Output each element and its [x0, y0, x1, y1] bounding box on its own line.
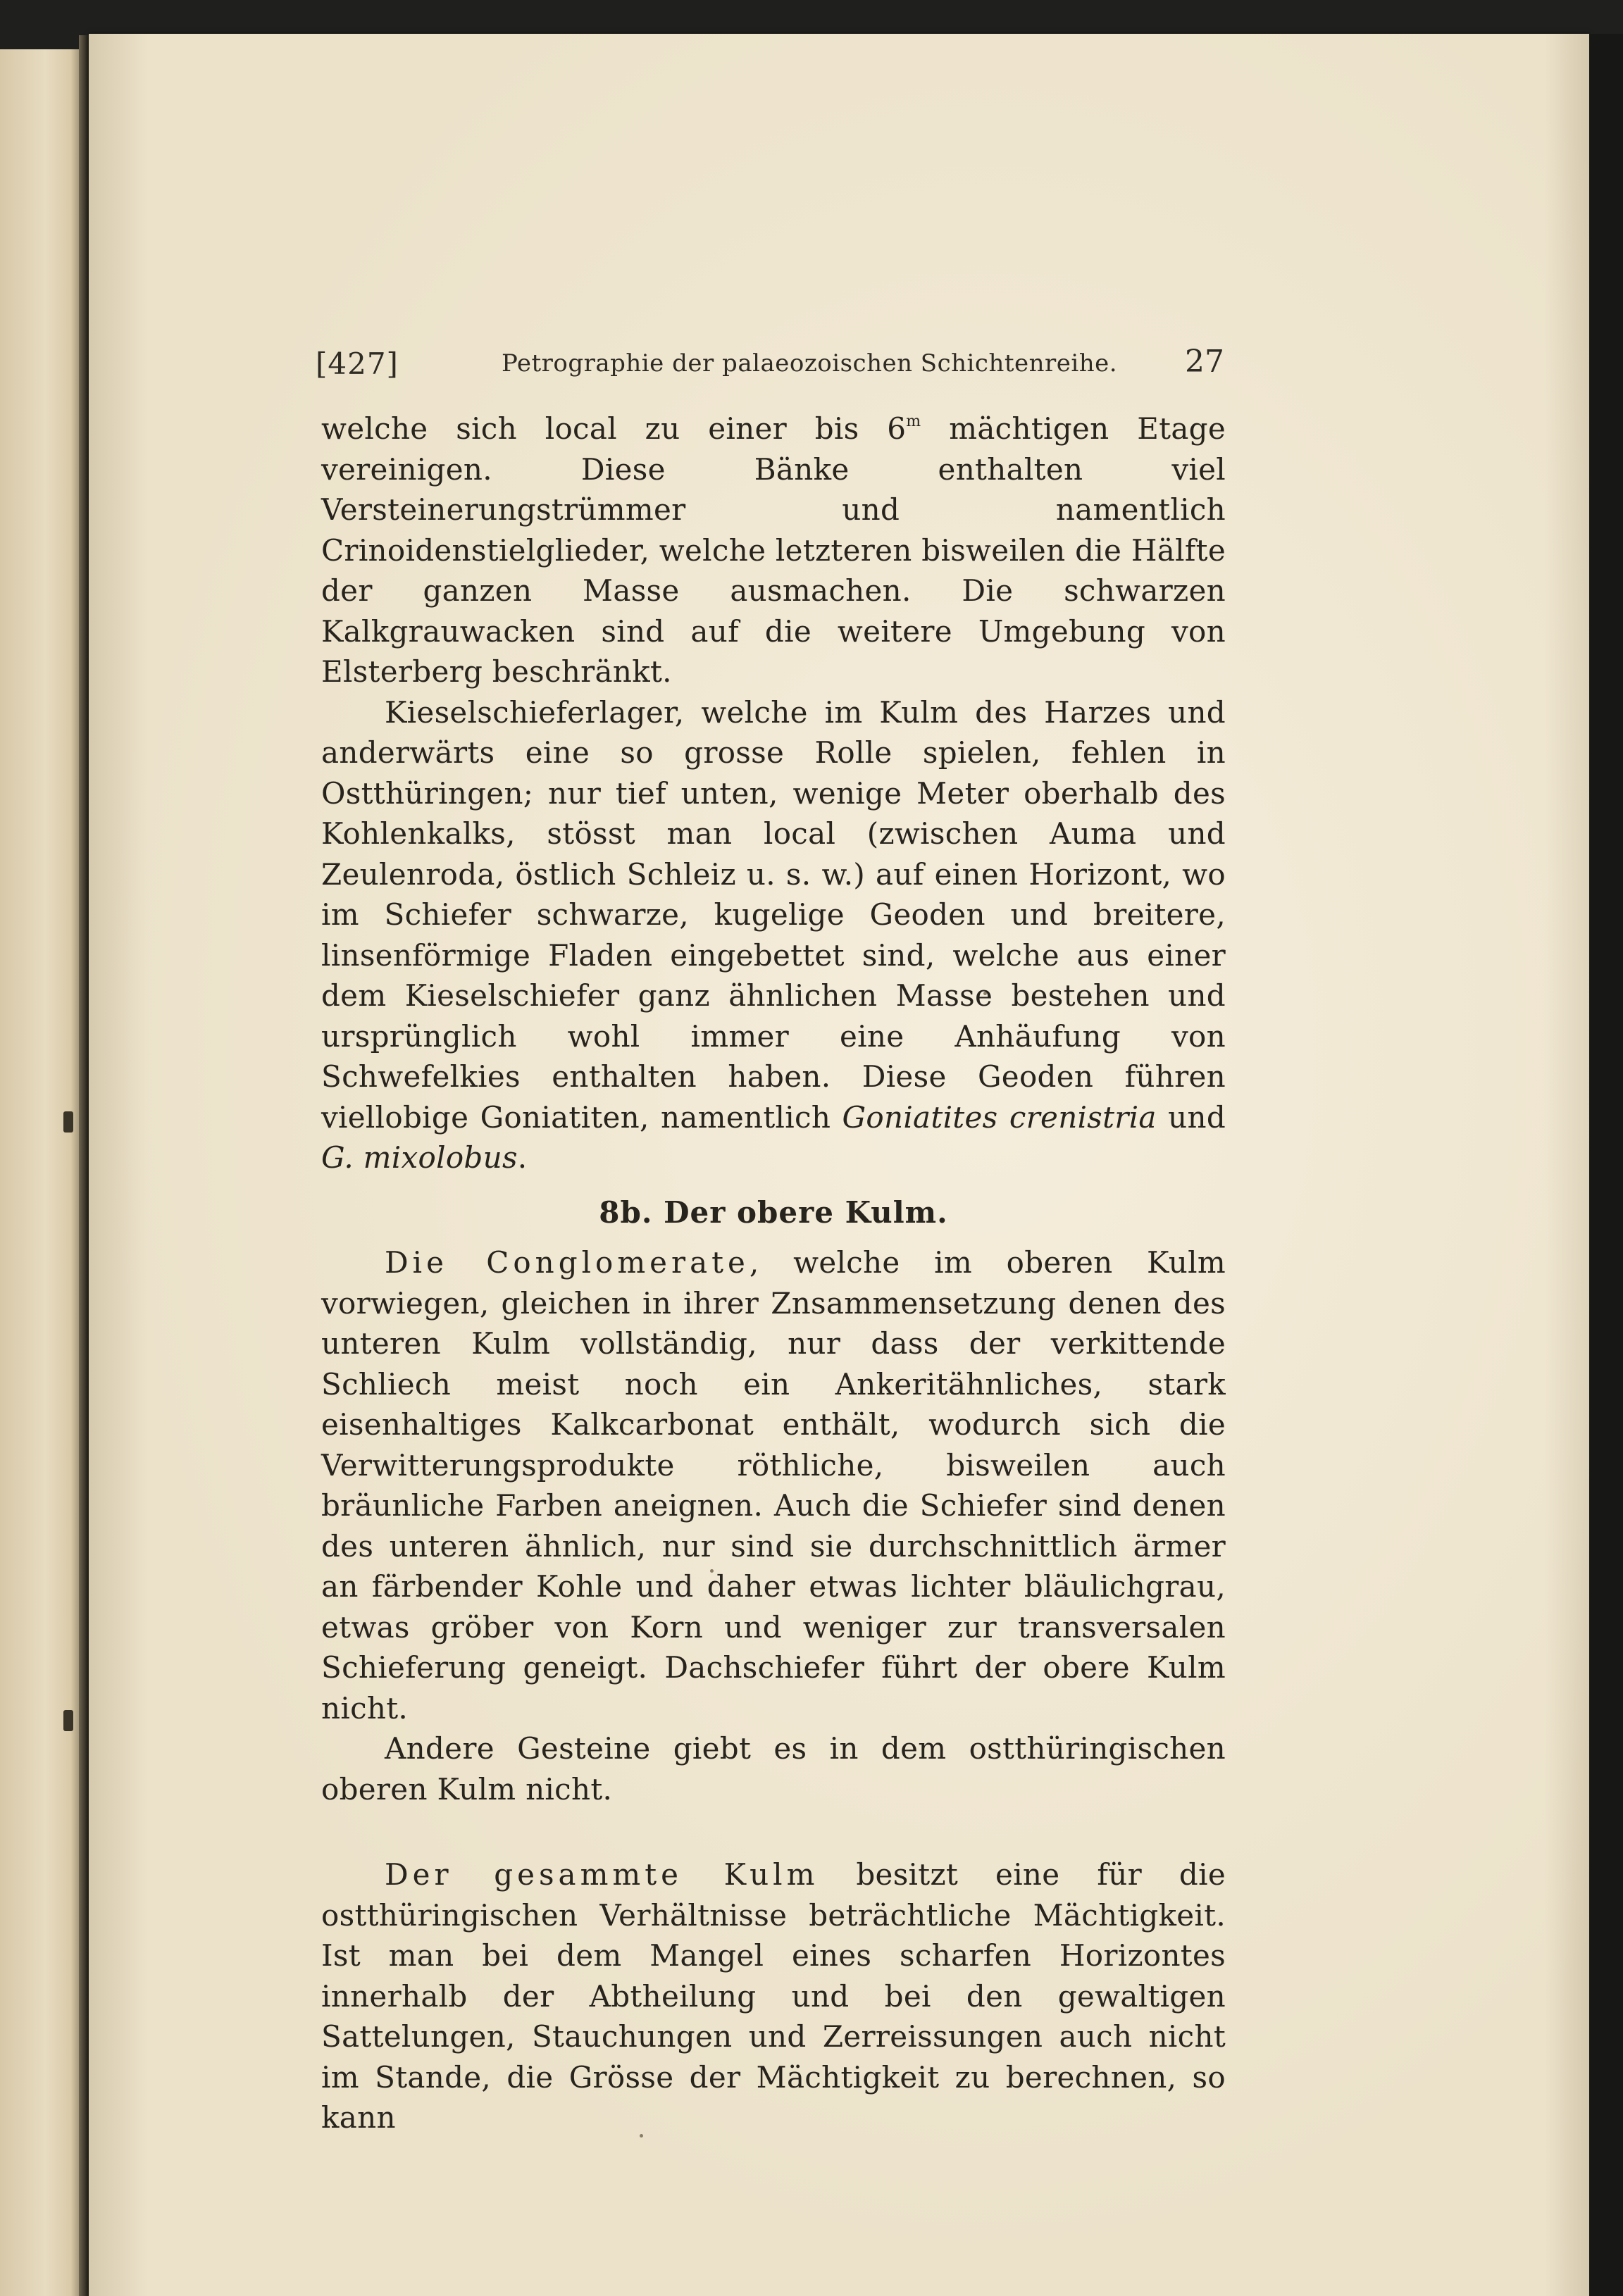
- text-run: und: [1156, 1099, 1226, 1135]
- text-run: Andere Gesteine giebt es in dem ostthüringischen oberen Kulm nicht.: [321, 1731, 1226, 1807]
- spaced-lead-text: Der gesammte Kulm: [385, 1857, 819, 1892]
- text-run: Kieselschieferlager, welche im Kulm des Harzes und anderwärts eine so grosse Rolle spielen, fehlen in Ostthüringen; nur tief unten, wenige Meter oberhalb des Kohlenkalks, stösst man local (zwischen Auma und Zeulenroda, östlich Schleiz u. s. w.) auf einen Horizont, wo im Schiefer schwarze, kugelige Geoden und breitere, linsenförmige Fladen eingebettet sind, welche aus einer dem Kieselschiefer ganz ähnlichen Masse bestehen und ursprünglich wohl immer eine Anhäufung von Schwefelkies enthalten haben. Diese Geoden führen viellobige Goniatiten, namentlich: [321, 694, 1226, 1135]
- paragraph: [321, 1854, 1226, 2138]
- page-number: 27: [1185, 344, 1224, 380]
- page-reference: [427]: [316, 347, 399, 381]
- paragraph-gap: [321, 1809, 1226, 1854]
- binding-thread-mark: [63, 1111, 73, 1133]
- text-run: , welche im oberen Kulm vorwiegen, gleichen in ihrer Znsammensetzung denen des unteren Kulm vollständig, nur dass der verkittende Schliech meist noch ein Ankeritähnliches, stark eisenhaltiges Kalkcarbonat enthält, wodurch sich die Verwitterungsprodukte röthliche, bisweilen auch bräunliche Farben aneignen. Auch die Schiefer sind denen des unteren ähnlich, nur sind sie durchschnittlich ärmer an färbender Kohle und daher etwas lichter bläulichgrau, etwas gröber von Korn und weniger zur transversalen Schieferung geneigt. Dachschiefer führt der obere Kulm nicht.: [321, 1245, 1226, 1726]
- spaced-lead-text: Die Conglomerate: [385, 1245, 750, 1280]
- running-header: [316, 344, 1224, 386]
- body-text: [321, 408, 1226, 2138]
- text-run: welche sich local zu einer bis 6: [321, 411, 907, 446]
- paragraph: [321, 408, 1226, 692]
- paragraph: [321, 1728, 1226, 1809]
- species-name: G. mixolobus: [321, 1140, 518, 1175]
- page-dark-border: [1589, 34, 1623, 2296]
- paragraph: [321, 692, 1226, 1178]
- species-name: Goniatites crenistria: [842, 1099, 1157, 1135]
- previous-page-edge: [0, 49, 83, 2296]
- superscript-unit: m: [906, 413, 921, 430]
- text-run: besitzt eine für die ostthüringischen Verhältnisse beträchtliche Mächtigkeit. Ist man bei dem Mangel eines scharfen Horizontes innerhalb der Abtheilung und bei den gewaltigen Sattelungen, Stauchungen und Zerreissungen auch nicht im Stande, die Grösse der Mächtigkeit zu berechnen, so kann: [321, 1857, 1226, 2135]
- running-title: Petrographie der palaeozoischen Schichtenreihe.: [502, 349, 1118, 378]
- section-heading: 8b. Der obere Kulm.: [599, 1194, 948, 1230]
- text-run: mächtigen Etage vereinigen. Diese Bänke enthalten viel Versteinerungstrümmer und namentlich Crinoidenstielglieder, welche letzteren bisweilen die Hälfte der ganzen Masse ausmachen. Die schwarzen Kalkgrauwacken sind auf die weitere Umgebung von Elsterberg beschränkt.: [321, 411, 1226, 689]
- text-run: .: [517, 1140, 528, 1175]
- paragraph: [321, 1242, 1226, 1728]
- binding-thread-mark: [63, 1710, 73, 1731]
